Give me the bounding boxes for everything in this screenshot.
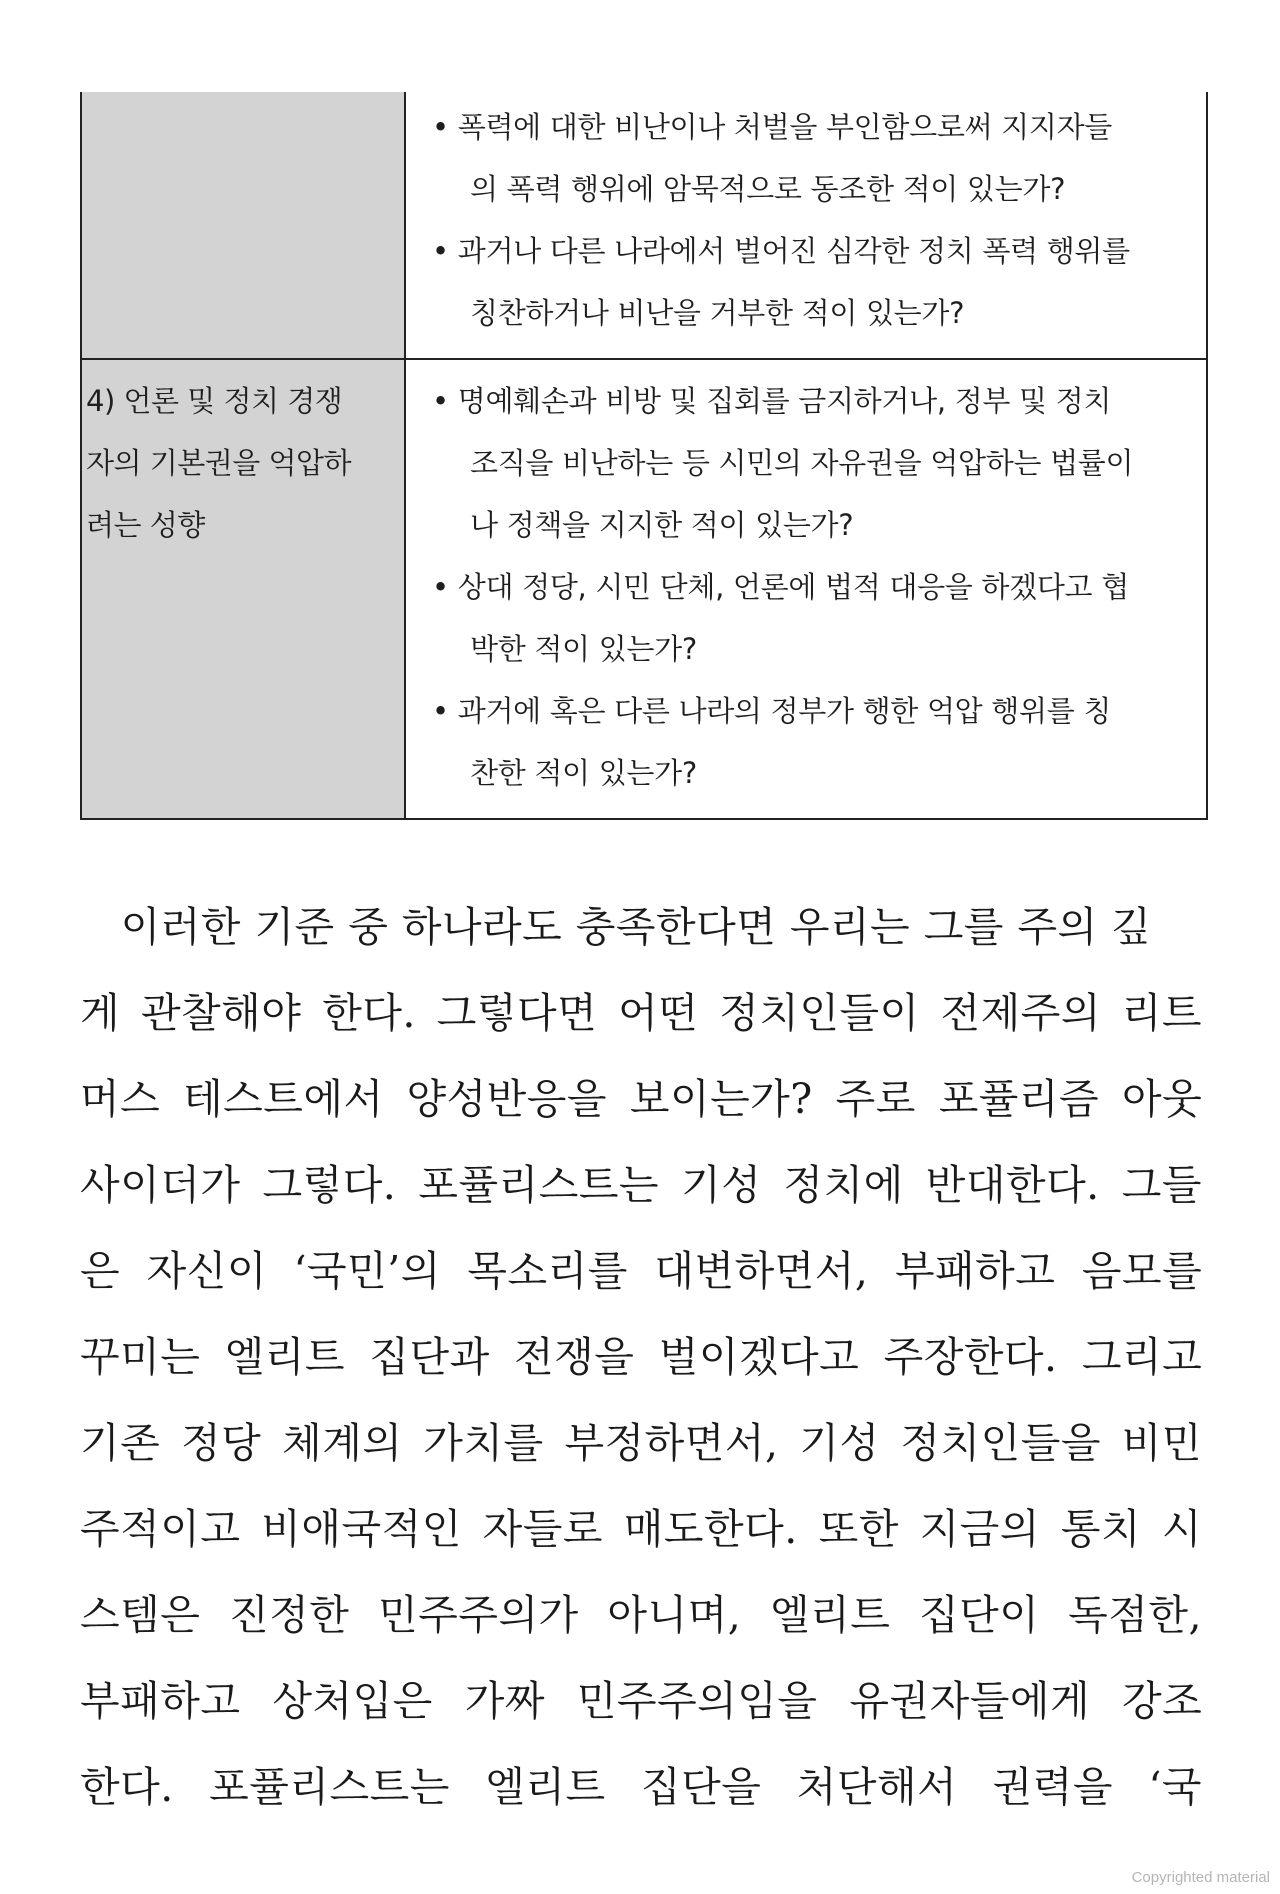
- bullet-item: [408, 220, 1204, 344]
- table-row: [81, 92, 1207, 359]
- bullet-line: • 폭력에 대한 비난이나 처벌을 부인함으로써 지지자들: [432, 110, 1113, 144]
- copyright-watermark: Copyrighted material: [1131, 1869, 1270, 1886]
- paragraph-line: 머스 테스트에서 양성반응을 보이는가? 주로 포퓰리즘 아웃: [80, 1075, 1203, 1123]
- bullet-line: 칭찬하거나 비난을 거부한 적이 있는가?: [470, 296, 965, 330]
- bullet-line: • 과거나 다른 나라에서 벌어진 심각한 정치 폭력 행위를: [432, 234, 1130, 268]
- paragraph-line: 사이더가 그렇다. 포퓰리스트는 기성 정치에 반대한다. 그들: [80, 1161, 1202, 1209]
- paragraph-line: 한다. 포퓰리스트는 엘리트 집단을 처단해서 권력을 ‘국: [80, 1763, 1202, 1811]
- table-row: [81, 359, 1207, 819]
- bullet-line: • 명예훼손과 비방 및 집회를 금지하거나, 정부 및 정치: [432, 384, 1112, 418]
- row-bullets-cell: [405, 92, 1207, 359]
- bullet-item: [408, 96, 1204, 220]
- bullet-line: 박한 적이 있는가?: [470, 632, 697, 666]
- body-paragraph: [80, 884, 1202, 1830]
- paragraph-line: 기존 정당 체계의 가치를 부정하면서, 기성 정치인들을 비민: [80, 1419, 1202, 1467]
- row-label-cell: [81, 359, 405, 819]
- criterion-label-line: 려는 성향: [86, 508, 205, 542]
- bullet-item: [408, 680, 1204, 804]
- paragraph-line: 이러한 기준 중 하나라도 충족한다면 우리는 그를 주의 깊: [80, 903, 1152, 951]
- paragraph-line: 스템은 진정한 민주주의가 아니며, 엘리트 집단이 독점한,: [80, 1591, 1202, 1639]
- row-bullets-cell: [405, 359, 1207, 819]
- bullet-line: 조직을 비난하는 등 시민의 자유권을 억압하는 법률이: [470, 446, 1134, 480]
- bullet-line: 찬한 적이 있는가?: [470, 756, 697, 790]
- bullet-item: [408, 556, 1204, 680]
- criteria-table: [80, 92, 1208, 820]
- paragraph-line: 꾸미는 엘리트 집단과 전쟁을 벌이겠다고 주장한다. 그리고: [80, 1333, 1203, 1381]
- bullet-line: • 과거에 혹은 다른 나라의 정부가 행한 억압 행위를 칭: [432, 694, 1112, 728]
- bullet-list: [406, 92, 1206, 358]
- paragraph-line: 부패하고 상처입은 가짜 민주주의임을 유권자들에게 강조: [80, 1677, 1203, 1725]
- bullet-line: • 상대 정당, 시민 단체, 언론에 법적 대응을 하겠다고 협: [432, 570, 1129, 604]
- paragraph-line: 주적이고 비애국적인 자들로 매도한다. 또한 지금의 통치 시: [80, 1505, 1202, 1553]
- bullet-line: 나 정책을 지지한 적이 있는가?: [470, 508, 854, 542]
- criterion-label-line: 자의 기본권을 억압하: [86, 446, 352, 480]
- bullet-list: [406, 360, 1206, 818]
- criterion-label: [82, 360, 404, 556]
- paragraph-line: 은 자신이 ‘국민’의 목소리를 대변하면서, 부패하고 음모를: [80, 1247, 1203, 1295]
- criterion-label-line: 4) 언론 및 정치 경쟁: [86, 384, 343, 418]
- paragraph-line: 게 관찰해야 한다. 그렇다면 어떤 정치인들이 전제주의 리트: [80, 989, 1202, 1037]
- bullet-line: 의 폭력 행위에 암묵적으로 동조한 적이 있는가?: [470, 172, 1066, 206]
- bullet-item: [408, 370, 1204, 556]
- row-label-cell: [81, 92, 405, 359]
